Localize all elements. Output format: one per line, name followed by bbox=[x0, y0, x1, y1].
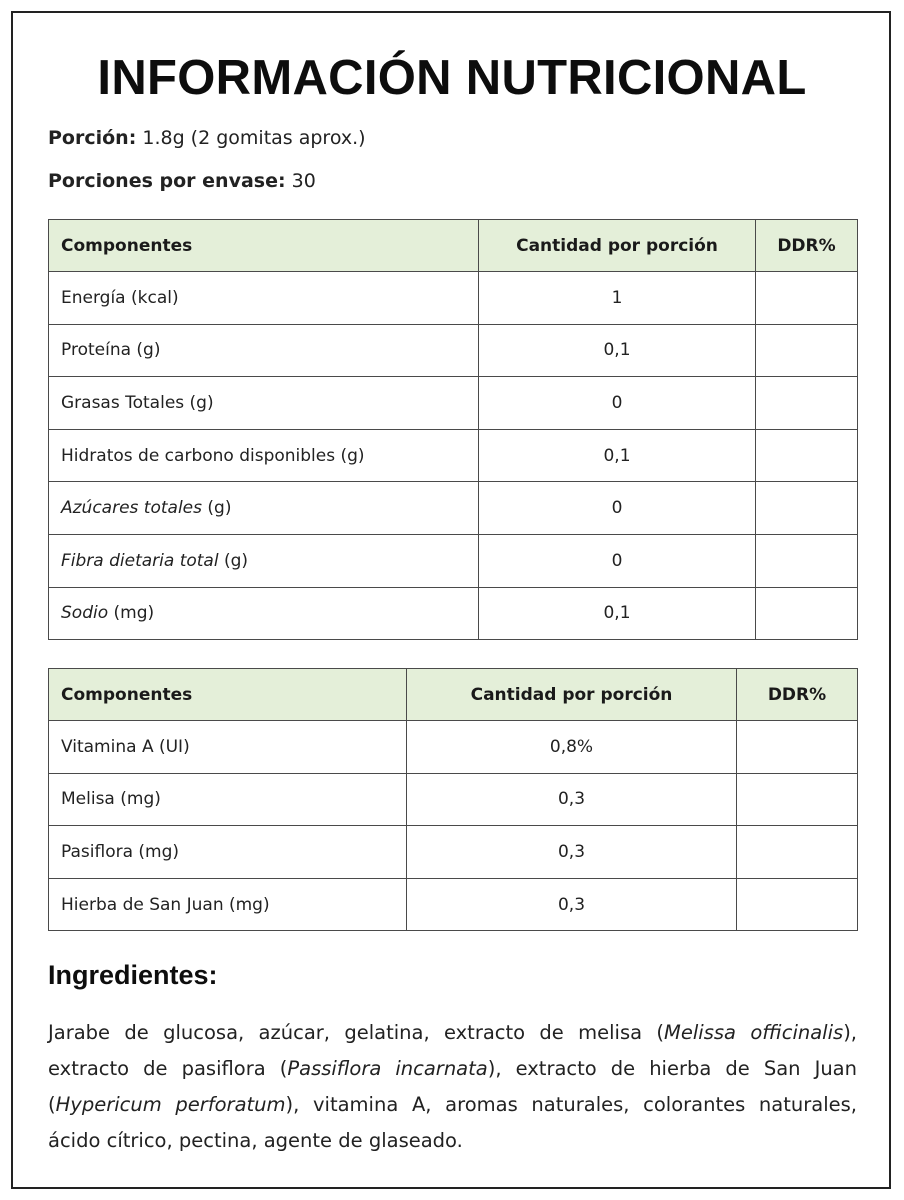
ingredients-part: ), extracto de pasiflora ( bbox=[48, 1021, 857, 1080]
component-name bbox=[49, 482, 479, 535]
header-componentes: Componentes bbox=[49, 220, 479, 272]
component-ddr bbox=[756, 324, 858, 377]
portion-value: 1.8g (2 gomitas aprox.) bbox=[142, 127, 366, 149]
servings-line bbox=[48, 170, 316, 192]
table-row bbox=[49, 429, 858, 482]
component-unit: (g) bbox=[218, 550, 249, 571]
component-qty: 0 bbox=[479, 482, 756, 535]
table-row bbox=[49, 534, 858, 587]
component-name: Pasiflora (mg) bbox=[49, 826, 407, 879]
table-row bbox=[49, 324, 858, 377]
component-qty: 0,3 bbox=[407, 826, 737, 879]
servings-value: 30 bbox=[291, 170, 316, 192]
ingredients-part: Jarabe de glucosa, azúcar, gelatina, extracto de melisa ( bbox=[48, 1021, 665, 1044]
component-name-italic: Sodio bbox=[61, 603, 109, 624]
table-row bbox=[49, 878, 858, 931]
nutrition-table-main bbox=[48, 219, 858, 640]
portion-label: Porción: bbox=[48, 127, 137, 149]
ingredients-title: Ingredientes: bbox=[48, 960, 218, 990]
table-row bbox=[49, 721, 858, 774]
component-unit: (mg) bbox=[108, 603, 155, 624]
component-name bbox=[49, 534, 479, 587]
component-ddr bbox=[737, 773, 858, 826]
component-name: Proteína (g) bbox=[49, 324, 479, 377]
component-qty: 0,1 bbox=[479, 324, 756, 377]
component-ddr bbox=[756, 534, 858, 587]
component-name: Melisa (mg) bbox=[49, 773, 407, 826]
component-ddr bbox=[756, 587, 858, 640]
component-ddr bbox=[756, 482, 858, 535]
component-ddr bbox=[756, 429, 858, 482]
ingredients-part: ), extracto de hierba de San Juan ( bbox=[48, 1057, 857, 1116]
component-qty: 0,8% bbox=[407, 721, 737, 774]
component-name: Energía (kcal) bbox=[49, 272, 479, 325]
page-title: INFORMACIÓN NUTRICIONAL bbox=[97, 51, 807, 105]
portion-line bbox=[48, 127, 366, 149]
component-qty: 1 bbox=[479, 272, 756, 325]
table-row bbox=[49, 272, 858, 325]
component-qty: 0,1 bbox=[479, 429, 756, 482]
header-componentes: Componentes bbox=[49, 669, 407, 721]
component-unit: (g) bbox=[202, 498, 232, 519]
ingredients-part-italic: Passiflora incarnata bbox=[287, 1057, 488, 1080]
component-ddr bbox=[737, 826, 858, 879]
ingredients-part-italic: Melissa officinalis bbox=[664, 1021, 844, 1044]
table-row bbox=[49, 482, 858, 535]
ingredients-text bbox=[48, 1015, 857, 1159]
component-qty: 0,3 bbox=[407, 878, 737, 931]
component-name bbox=[49, 587, 479, 640]
component-qty: 0 bbox=[479, 534, 756, 587]
component-qty: 0,3 bbox=[407, 773, 737, 826]
header-cantidad: Cantidad por porción bbox=[407, 669, 737, 721]
component-ddr bbox=[737, 878, 858, 931]
component-ddr bbox=[756, 272, 858, 325]
component-name: Hidratos de carbono disponibles (g) bbox=[49, 429, 479, 482]
nutrition-table-actives bbox=[48, 668, 858, 931]
component-name: Vitamina A (UI) bbox=[49, 721, 407, 774]
header-ddr: DDR% bbox=[756, 220, 858, 272]
component-qty: 0,1 bbox=[479, 587, 756, 640]
table-row bbox=[49, 773, 858, 826]
component-ddr bbox=[756, 377, 858, 430]
table-header-row bbox=[49, 669, 858, 721]
table-row bbox=[49, 826, 858, 879]
table-row bbox=[49, 377, 858, 430]
component-name: Grasas Totales (g) bbox=[49, 377, 479, 430]
ingredients-part-italic: Hypericum perforatum bbox=[55, 1093, 286, 1116]
ingredients-part: ), vitamina A, aromas naturales, colorantes naturales, ácido cítrico, pectina, agente de glaseado. bbox=[48, 1093, 857, 1152]
component-ddr bbox=[737, 721, 858, 774]
component-name-italic: Azúcares totales bbox=[61, 498, 202, 519]
servings-label: Porciones por envase: bbox=[48, 170, 286, 192]
table-header-row bbox=[49, 220, 858, 272]
table-row bbox=[49, 587, 858, 640]
component-name-italic: Fibra dietaria total bbox=[61, 550, 219, 571]
component-name: Hierba de San Juan (mg) bbox=[49, 878, 407, 931]
component-qty: 0 bbox=[479, 377, 756, 430]
header-cantidad: Cantidad por porción bbox=[479, 220, 756, 272]
header-ddr: DDR% bbox=[737, 669, 858, 721]
